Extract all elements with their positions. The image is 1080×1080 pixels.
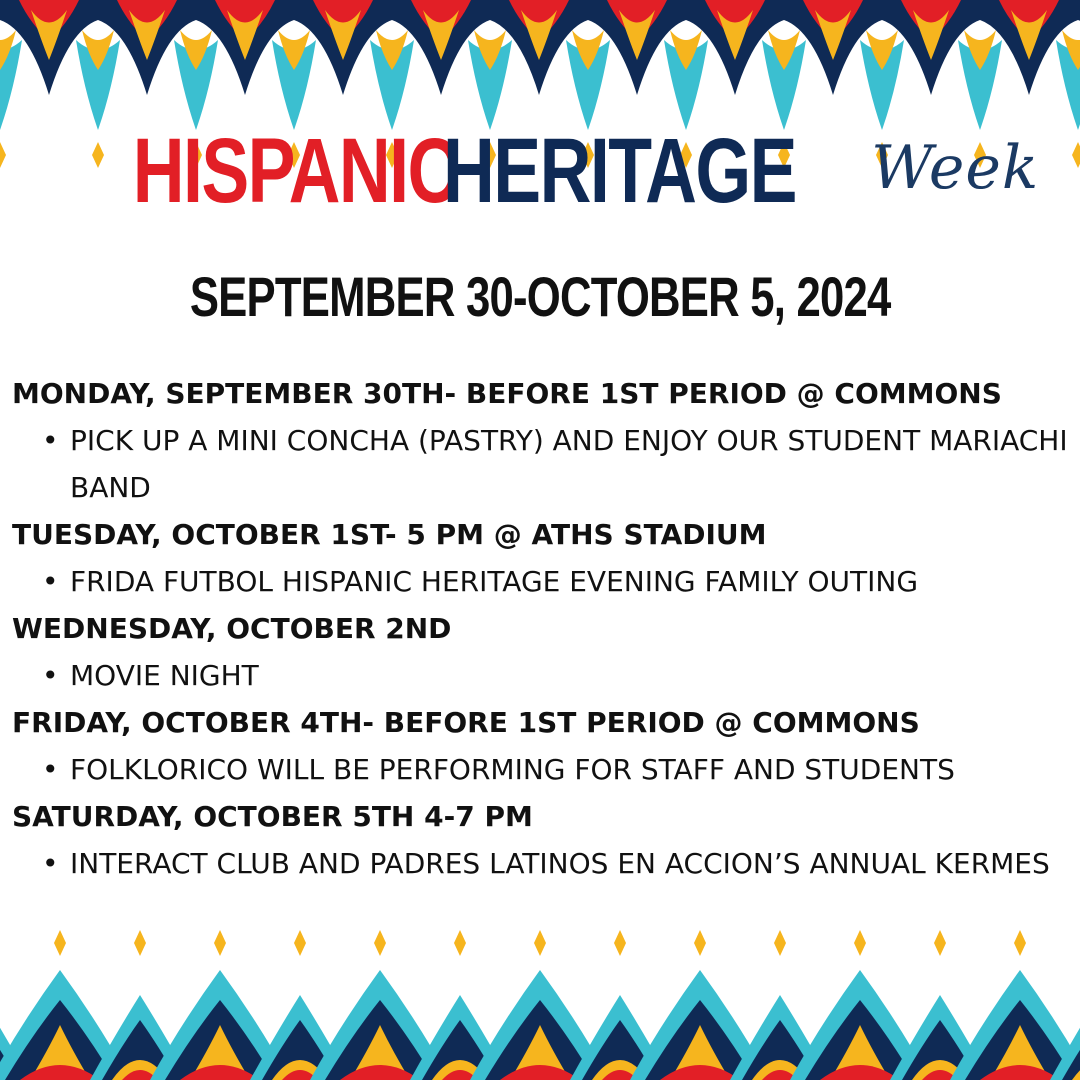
date-range — [0, 262, 1080, 332]
event-day-heading: MONDAY, SEPTEMBER 30TH- BEFORE 1ST PERIOD @ COMMONS — [12, 377, 1002, 410]
event-detail — [12, 652, 1072, 699]
event-tuesday — [12, 511, 1072, 605]
title-script-week: Week — [871, 133, 1040, 203]
bullet-icon: • — [42, 565, 59, 598]
border-diamond — [454, 930, 466, 956]
event-monday — [12, 370, 1072, 511]
bottom-decorative-border — [0, 925, 1080, 1080]
border-diamond — [774, 930, 786, 956]
event-detail — [12, 746, 1072, 793]
event-detail — [12, 558, 1072, 605]
event-saturday — [12, 793, 1072, 887]
event-day-heading: SATURDAY, OCTOBER 5TH 4-7 PM — [12, 800, 533, 833]
page-title — [0, 118, 1080, 221]
event-detail-text: MOVIE NIGHT — [70, 659, 259, 692]
bullet-icon: • — [42, 659, 59, 692]
event-day-heading: FRIDAY, OCTOBER 4TH- BEFORE 1ST PERIOD @ COMMONS — [12, 706, 920, 739]
event-detail-text: FRIDA FUTBOL HISPANIC HERITAGE EVENING FAMILY OUTING — [70, 565, 919, 598]
event-wednesday — [12, 605, 1072, 699]
event-detail — [12, 840, 1072, 887]
bullet-icon: • — [42, 847, 59, 880]
event-detail — [12, 417, 1072, 511]
title-word-hispanic: HISPANIC — [132, 120, 458, 222]
border-diamond — [694, 930, 706, 956]
event-day-heading: TUESDAY, OCTOBER 1ST- 5 PM @ ATHS STADIUM — [12, 518, 767, 551]
event-day-heading: WEDNESDAY, OCTOBER 2ND — [12, 612, 452, 645]
border-diamond — [614, 930, 626, 956]
event-detail-text: PICK UP A MINI CONCHA (PASTRY) AND ENJOY OUR STUDENT MARIACHI BAND — [70, 424, 1068, 504]
border-diamond — [214, 930, 226, 956]
border-diamond — [134, 930, 146, 956]
date-range-text: SEPTEMBER 30-OCTOBER 5, 2024 — [189, 265, 891, 328]
event-detail-text: INTERACT CLUB AND PADRES LATINOS EN ACCION’S ANNUAL KERMES — [70, 847, 1050, 880]
border-diamond — [534, 930, 546, 956]
bullet-icon: • — [42, 424, 59, 457]
bullet-icon: • — [42, 753, 59, 786]
border-diamond — [54, 930, 66, 956]
border-diamond — [934, 930, 946, 956]
border-diamond — [1014, 930, 1026, 956]
border-diamond — [294, 930, 306, 956]
event-friday — [12, 699, 1072, 793]
event-detail-text: FOLKLORICO WILL BE PERFORMING FOR STAFF AND STUDENTS — [70, 753, 955, 786]
border-diamond — [374, 930, 386, 956]
event-list — [12, 370, 1072, 887]
title-word-heritage: HERITAGE — [443, 120, 797, 222]
border-diamond — [854, 930, 866, 956]
